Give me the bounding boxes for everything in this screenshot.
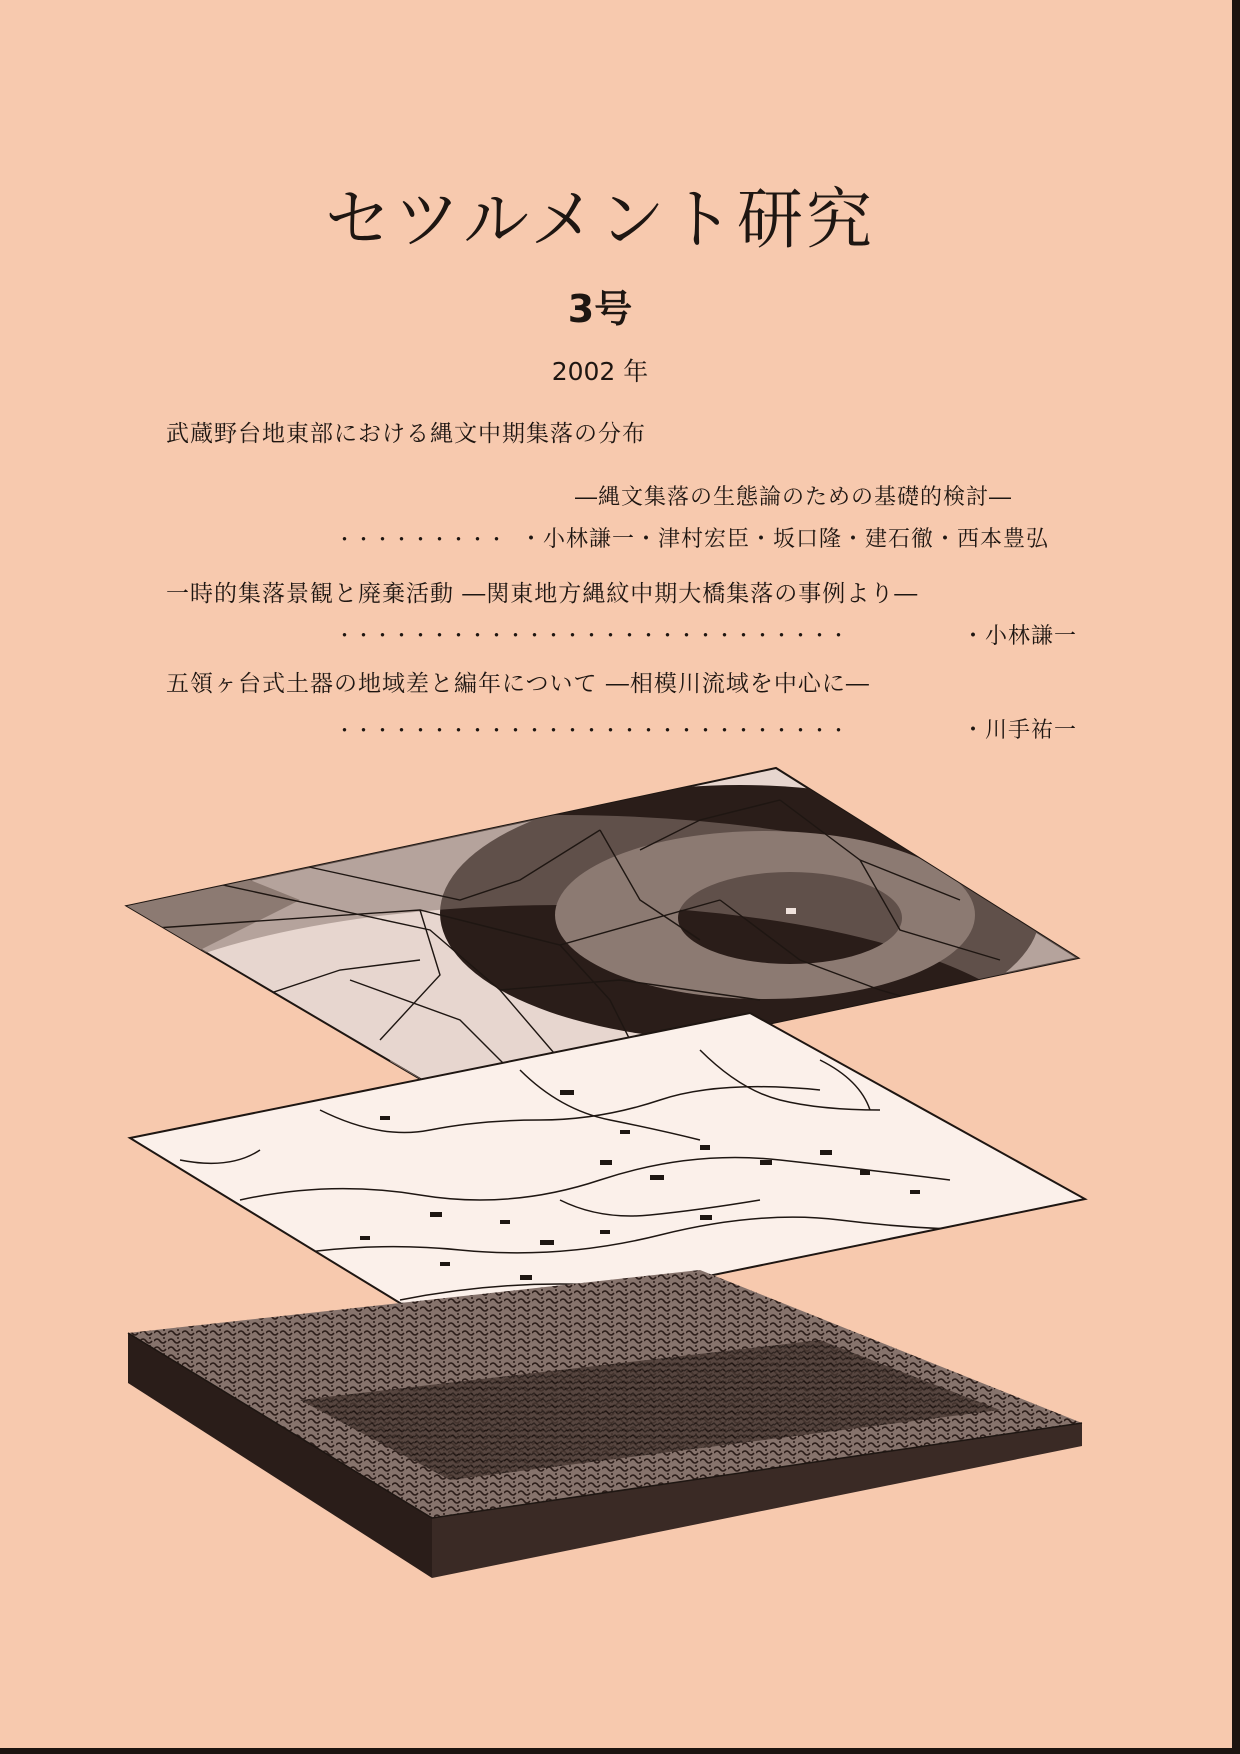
article-1-authors: ・小林謙一・津村宏臣・坂口隆・建石徹・西本豊弘 (520, 527, 1050, 552)
article-1-leader: ・・・・・・・・・ (335, 529, 507, 551)
article-2-title: 一時的集落景観と廃棄活動 ―関東地方縄紋中期大橋集落の事例より― (166, 581, 919, 607)
article-2-leader: ・・・・・・・・・・・・・・・・・・・・・・・・・・・ (335, 625, 849, 647)
article-1-subtitle: ―縄文集落の生態論のための基礎的検討― (575, 485, 1013, 510)
publication-year: 2002 年 (551, 357, 649, 386)
article-3-authors: ・川手祐一 (962, 718, 1078, 743)
article-2-authors: ・小林謙一 (962, 624, 1078, 649)
article-3-title: 五領ヶ台式土器の地域差と編年について ―相模川流域を中心に― (166, 671, 870, 697)
terrain-relief-layer (128, 1270, 1082, 1578)
article-1-title: 武蔵野台地東部における縄文中期集落の分布 (166, 421, 646, 447)
article-3-leader: ・・・・・・・・・・・・・・・・・・・・・・・・・・・ (335, 720, 849, 742)
issue-number: 3号 (567, 287, 633, 331)
journal-title: セツルメント研究 (324, 181, 876, 258)
